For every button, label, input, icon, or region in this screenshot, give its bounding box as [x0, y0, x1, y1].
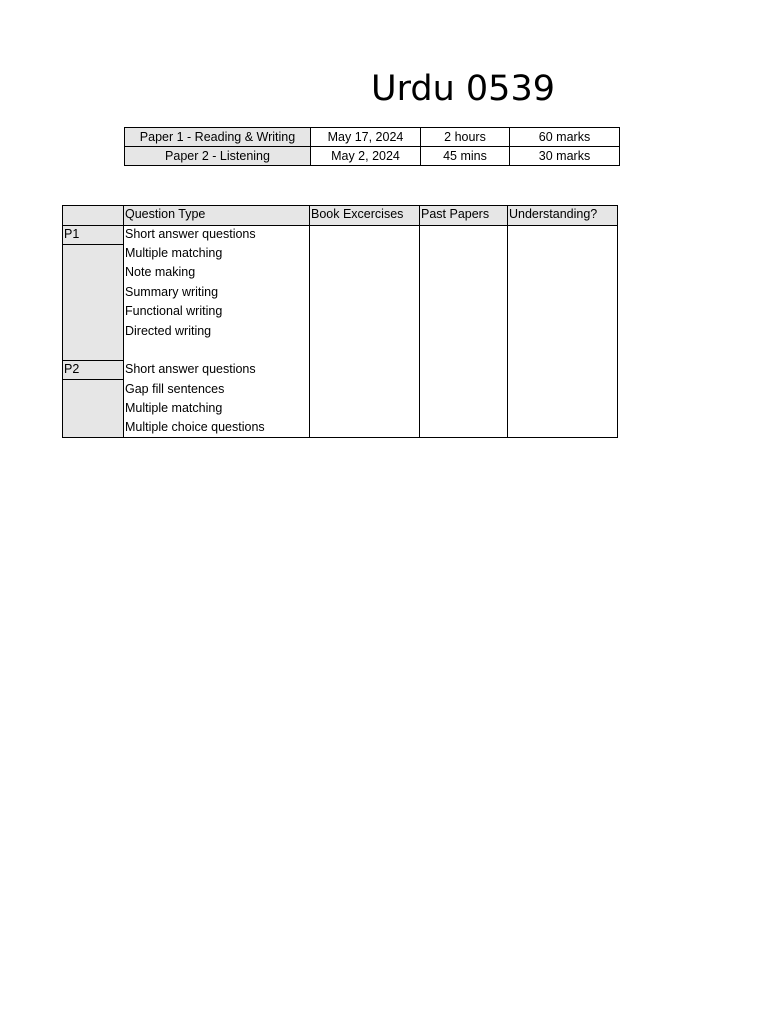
schedule-date: May 2, 2024 — [311, 147, 421, 166]
question-type-item: Short answer questions — [125, 362, 256, 376]
question-type-item: Multiple matching — [125, 401, 223, 415]
question-type-item: Functional writing — [125, 304, 223, 318]
header-question-type: Question Type — [125, 207, 206, 221]
column-divider — [123, 205, 124, 438]
schedule-date: May 17, 2024 — [311, 128, 421, 147]
label-divider — [62, 379, 124, 380]
header-book-exercises: Book Excercises — [311, 207, 404, 221]
paper-label-p1: P1 — [64, 227, 80, 241]
column-divider — [507, 205, 508, 438]
exam-schedule-table — [124, 127, 620, 166]
question-type-item: Gap fill sentences — [125, 382, 225, 396]
question-type-item: Multiple matching — [125, 246, 223, 260]
question-type-item: Note making — [125, 265, 196, 279]
question-type-item: Multiple choice questions — [125, 420, 265, 434]
question-type-item: Directed writing — [125, 324, 212, 338]
schedule-marks: 30 marks — [510, 147, 620, 166]
question-tracker-table — [62, 205, 618, 438]
page-title: Urdu 0539 — [371, 69, 555, 109]
paper-label-p2: P2 — [64, 362, 80, 376]
schedule-row — [125, 128, 620, 147]
schedule-row — [125, 147, 620, 166]
schedule-duration: 45 mins — [421, 147, 510, 166]
header-past-papers: Past Papers — [421, 207, 490, 221]
question-type-item: Short answer questions — [125, 227, 256, 241]
question-type-item: Summary writing — [125, 285, 219, 299]
column-divider — [309, 205, 310, 438]
label-divider — [62, 244, 124, 245]
schedule-marks: 60 marks — [510, 128, 620, 147]
header-understanding: Understanding? — [509, 207, 598, 221]
schedule-paper: Paper 2 - Listening — [125, 147, 311, 166]
column-divider — [419, 205, 420, 438]
schedule-duration: 2 hours — [421, 128, 510, 147]
schedule-paper: Paper 1 - Reading & Writing — [125, 128, 311, 147]
